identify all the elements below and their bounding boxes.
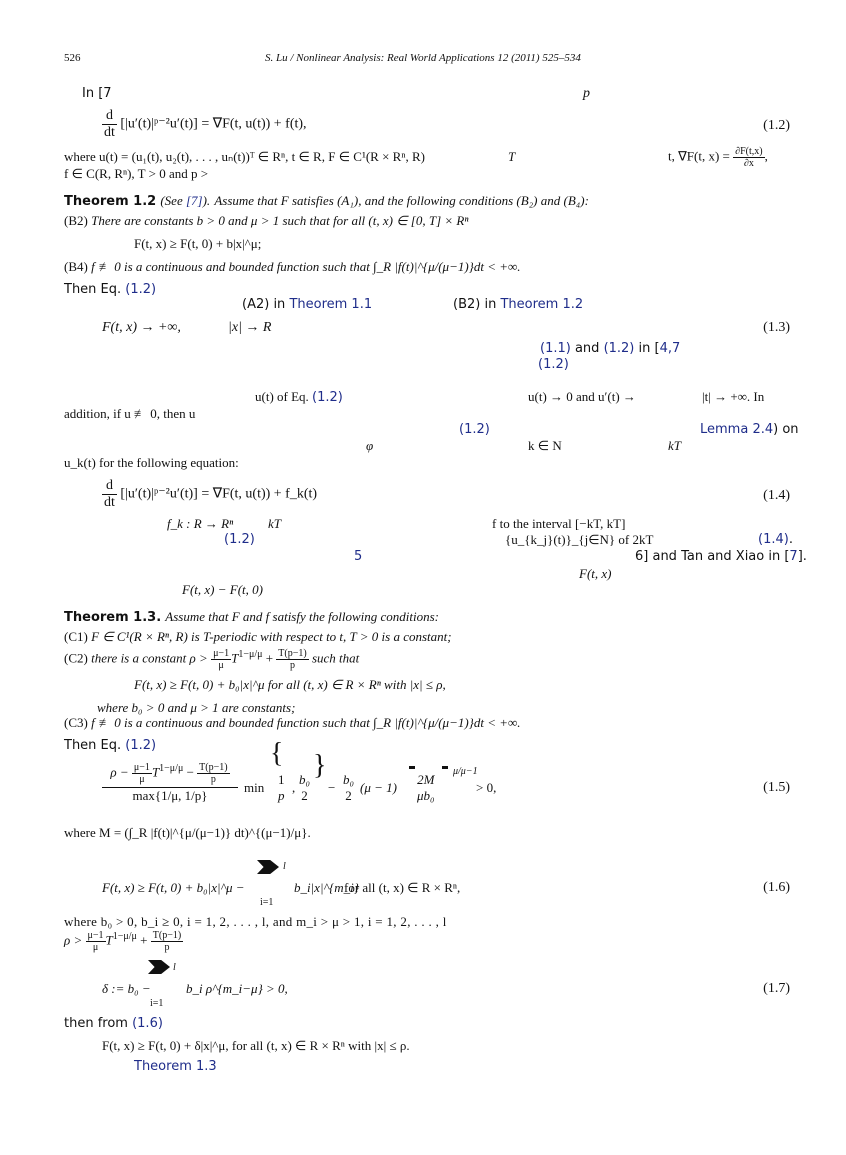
gradient-comma: , — [764, 148, 768, 164]
eq15-f2-num: T(p−1) — [199, 762, 228, 773]
gradient-frac-den: ∂x — [743, 158, 754, 169]
eq15-rho: ρ − — [110, 764, 129, 780]
eq15-p: p — [278, 788, 285, 803]
ref-4-7[interactable]: 4,7 — [659, 341, 681, 356]
eq16-tail: for all (t, x) ∈ R × Rⁿ, — [344, 880, 461, 895]
where-T: T — [508, 149, 516, 164]
eq15-b0-b: b₀ — [343, 772, 355, 787]
theorem-1-3-heading — [64, 609, 439, 625]
ref-6-text: 6] and Tan and Xiao in [ — [635, 549, 790, 564]
condition-b4-label: (B4) — [64, 259, 88, 274]
a2-text: (A2) in — [242, 297, 290, 312]
eq15-gt: > 0, — [476, 780, 497, 795]
condition-b4 — [64, 259, 521, 275]
phi-symbol: φ — [366, 438, 374, 453]
solution-tail: u(t) → 0 and u′(t) → — [528, 389, 636, 404]
theorem-1-2-cite-close: ). — [202, 193, 211, 208]
condition-c3-text: f ≢ 0 is a continuous and bounded function such that ∫_R |f(t)|^{μ/(μ−1)}dt < +∞. — [91, 715, 521, 730]
addition-line: addition, if u ≢ 0, then u — [64, 406, 196, 421]
deriv-d: d — [102, 108, 117, 125]
ref-1-1[interactable]: (1.1) — [540, 341, 571, 356]
condition-b4-text: f ≢ 0 is a continuous and bounded function such that ∫_R |f(t)|^{μ/(μ−1)}dt < +∞. — [91, 259, 521, 274]
eq15-bracket-left — [409, 766, 415, 769]
lemma-2-4-link[interactable]: Lemma 2.4 — [700, 422, 774, 437]
c2-exponent: 1−μ/μ — [238, 649, 263, 661]
solution-ref[interactable]: (1.2) — [312, 390, 343, 405]
eq15-mub0: μb₀ — [417, 788, 435, 803]
fk-interval: f to the interval [−kT, kT] — [492, 516, 626, 531]
eq15-2M: 2M — [417, 772, 435, 787]
equation-number-1-7: (1.7) — [763, 981, 790, 996]
eq15-b0: b₀ — [299, 772, 311, 787]
eq15-two-b: 2 — [345, 788, 352, 803]
sum-icon-1-6 — [257, 860, 279, 874]
then-eq-1-ref[interactable]: (1.2) — [125, 282, 157, 297]
condition-c2-post: such that — [311, 650, 360, 666]
eq15-exp: 1−μ/μ — [159, 763, 184, 775]
refs-line — [540, 341, 680, 356]
gradient-frac-num: ∂F(t,x) — [735, 146, 763, 157]
equation-number-1-2: (1.2) — [763, 118, 790, 133]
kT-symbol: kT — [668, 438, 681, 453]
equation-1-4-body: [|u′(t)|ᵖ⁻²u′(t)] = ∇F(t, u(t)) + f_k(t) — [120, 486, 318, 502]
equation-number-1-5: (1.5) — [763, 780, 790, 795]
eq15-bracket-right — [442, 766, 448, 769]
fk-map: f_k : R → Rⁿ — [167, 516, 234, 531]
c2-plus: + — [265, 650, 274, 666]
eq15-brace-left: { — [270, 738, 284, 769]
c2-T: T — [231, 650, 239, 666]
where-rho-f1-den: μ — [92, 942, 99, 953]
condition-c2-where: where b₀ > 0 and μ > 1 are constants; — [97, 700, 296, 715]
then-eq-1 — [64, 282, 156, 297]
a2-reference — [242, 297, 372, 312]
then-eq-1-text: Then Eq. — [64, 282, 126, 297]
eq15-minus: − — [186, 764, 194, 780]
eq15-mu-minus-1: (μ − 1) — [360, 780, 397, 795]
eq15-f1-num: μ−1 — [133, 762, 150, 773]
b2-text: (B2) in — [453, 297, 501, 312]
fk-Ftx: F(t, x) — [579, 566, 612, 581]
eq15-minus2: − — [328, 780, 336, 795]
theorem-1-2-cite[interactable]: [7] — [185, 193, 203, 208]
ref-1-2[interactable]: (1.2) — [603, 341, 635, 356]
eq15-b0-over-2-b — [343, 772, 354, 804]
condition-c1 — [64, 629, 452, 645]
page-number: 526 — [64, 52, 81, 64]
eq15-T: T — [151, 764, 160, 780]
running-title: S. Lu / Nonlinear Analysis: Real World Applications 12 (2011) 525–534 — [265, 52, 581, 64]
ref-7-close: ]. — [797, 549, 807, 564]
c2-frac1-num: μ−1 — [213, 648, 230, 659]
theorem-1-3-label: Theorem 1.3. — [64, 610, 162, 625]
fk-ref-1-4[interactable]: (1.4) — [758, 532, 789, 547]
where-line-2: f ∈ C(R, Rⁿ), T > 0 and p > — [64, 166, 209, 181]
theorem-1-2-label: Theorem 1.2 — [64, 194, 157, 209]
ref-1-2-b[interactable]: (1.2) — [538, 357, 569, 372]
c2-frac2-den: p — [290, 660, 295, 671]
equation-1-3-right: |x| → R — [228, 320, 272, 335]
fk-difference: F(t, x) − F(t, 0) — [182, 582, 263, 597]
eq14-dt: dt — [104, 495, 115, 510]
where-b: where b₀ > 0, b_i ≥ 0, i = 1, 2, . . . , l, and m_i > μ > 1, i = 1, 2, . . . , l — [64, 914, 447, 929]
condition-c3 — [64, 715, 521, 731]
eq15-numerator — [102, 762, 238, 788]
where-rho-f2-num: T(p−1) — [152, 930, 182, 941]
eq15-2M-over-mub0 — [417, 772, 435, 804]
intro-p: p — [583, 86, 590, 101]
eq15-two: 2 — [301, 788, 308, 803]
condition-c1-text: F ∈ C¹(R × Rⁿ, R) is T-periodic with respect to t, T > 0 is a constant; — [91, 629, 452, 644]
eq15-b0-over-2 — [299, 772, 310, 804]
theorem-1-2-link[interactable]: Theorem 1.2 — [500, 297, 584, 312]
condition-c1-label: (C1) — [64, 629, 88, 644]
then-from — [64, 1016, 163, 1031]
condition-b2-label: (B2) — [64, 213, 88, 228]
where-definition: where u(t) = (u₁(t), u₂(t), . . . , uₙ(t))ᵀ ∈ Rⁿ, t ∈ R, F ∈ C¹(R × Rⁿ, R) — [64, 149, 425, 164]
eq15-min: min — [244, 780, 265, 795]
theorem-1-2-cite-open: (See — [160, 193, 186, 208]
where-rho-T: T — [105, 932, 113, 948]
eq17-term: b_i ρ^{m_i−μ} > 0, — [186, 981, 288, 996]
equation-number-1-4: (1.4) — [763, 488, 790, 503]
fk-period: . — [788, 532, 793, 547]
final-inequality: F(t, x) ≥ F(t, 0) + δ|x|^μ, for all (t, x) ∈ R × Rⁿ with |x| ≤ ρ. — [102, 1038, 410, 1053]
eq15-brace-right: } — [313, 750, 327, 781]
k-in-N: k ∈ N — [528, 438, 562, 453]
where-rho-exp: 1−μ/μ — [112, 931, 137, 943]
lemma-2-4-line — [700, 422, 799, 437]
eq16-sum-bottom: i=1 — [260, 897, 274, 908]
equation-number-1-6: (1.6) — [763, 880, 790, 895]
ref-6-7-line — [635, 549, 807, 564]
then-eq-2-text: Then Eq. — [64, 738, 126, 753]
condition-c2-label: (C2) — [64, 650, 88, 666]
c2-frac1-den: μ — [218, 660, 224, 671]
intro-text: In [7 — [82, 86, 112, 101]
equation-1-2-body: [|u′(t)|ᵖ⁻²u′(t)] = ∇F(t, u(t)) + f(t), — [120, 116, 307, 132]
b2-reference — [453, 297, 583, 312]
eq15-one-over-p — [278, 772, 285, 804]
condition-b2 — [64, 213, 468, 229]
eq15-denominator: max{1/μ, 1/p} — [132, 788, 208, 803]
eq15-outer-exp: μ/μ−1 — [453, 766, 478, 777]
then-eq-2 — [64, 738, 156, 753]
then-from-text: then from — [64, 1016, 133, 1031]
where-rho-text: ρ > — [64, 932, 83, 948]
fk-ref-1-4-line — [758, 532, 793, 547]
deriv-dt: dt — [104, 125, 115, 140]
equation-1-4 — [102, 478, 317, 511]
then-eq-2-ref[interactable]: (1.2) — [125, 738, 157, 753]
eq17-lhs: δ := b₀ − — [102, 981, 151, 996]
where-rho-f2-den: p — [164, 942, 170, 953]
fk-subsequence: {u_{k_j}(t)}_{j∈N} of 2kT — [505, 532, 654, 547]
eq17-sum-bottom: i=1 — [150, 998, 164, 1009]
gradient-text: t, ∇F(t, x) = — [668, 148, 730, 164]
ref-5[interactable]: 5 — [354, 549, 363, 564]
theorem-1-1-link[interactable]: Theorem 1.1 — [289, 297, 373, 312]
where-M: where M = (∫_R |f(t)|^{μ/(μ−1)} dt)^{(μ−1)/μ}. — [64, 825, 311, 840]
equation-1-5-fraction — [102, 762, 238, 804]
condition-b2-inequality: F(t, x) ≥ F(t, 0) + b|x|^μ; — [134, 236, 262, 251]
condition-c2-inequality: F(t, x) ≥ F(t, 0) + b₀|x|^μ for all (t, x) ∈ R × Rⁿ with |x| ≤ ρ, — [134, 677, 446, 692]
ref-7[interactable]: 7 — [789, 549, 798, 564]
condition-c3-label: (C3) — [64, 715, 88, 730]
where-rho-f1-num: μ−1 — [87, 930, 104, 941]
refs-in: in [ — [634, 341, 660, 356]
condition-b2-text: There are constants b > 0 and μ > 1 such that for all (t, x) ∈ [0, T] × Rⁿ — [91, 213, 469, 228]
solution-u-of: u(t) of Eq. — [255, 389, 313, 404]
lemma-on: ) on — [773, 422, 799, 437]
where-rho — [64, 930, 183, 953]
theorem-1-2-statement: Assume that F satisfies (A₁), and the following conditions (B₂) and (B₄): — [214, 193, 589, 208]
equation-number-1-3: (1.3) — [763, 320, 790, 335]
lemma-ref-1-2[interactable]: (1.2) — [459, 422, 490, 437]
equation-1-2 — [102, 108, 307, 141]
fk-ref-1-2[interactable]: (1.2) — [224, 532, 255, 547]
uk-line: u_k(t) for the following equation: — [64, 455, 239, 470]
sum-icon-1-7 — [148, 960, 170, 974]
eq15-f2-den: p — [210, 774, 216, 785]
eq15-f1-den: μ — [139, 774, 145, 785]
eq15-one: 1 — [278, 772, 285, 787]
condition-c2-pre: there is a constant ρ > — [91, 650, 208, 666]
solution-line — [255, 389, 343, 405]
c2-frac2-num: T(p−1) — [278, 648, 307, 659]
then-from-ref[interactable]: (1.6) — [132, 1016, 163, 1031]
fk-kT: kT — [268, 516, 281, 531]
eq16-sum-top: l — [283, 861, 286, 872]
eq16-term: b_i|x|^{m_i} — [294, 880, 359, 895]
where-rho-plus: + — [140, 932, 148, 948]
condition-c2 — [64, 648, 359, 671]
solution-tail-2: |t| → +∞. In — [702, 389, 765, 404]
refs-and: and — [570, 341, 604, 356]
eq17-sum-top: l — [173, 962, 176, 973]
where-gradient — [668, 146, 768, 169]
eq15-comma: , — [292, 780, 296, 795]
theorem-1-2-heading — [64, 193, 589, 209]
eq14-d: d — [102, 478, 117, 495]
theorem-1-3-link[interactable]: Theorem 1.3 — [134, 1059, 217, 1074]
equation-1-3-left: F(t, x) → +∞, — [102, 320, 181, 335]
theorem-1-3-statement: Assume that F and f satisfy the following conditions: — [165, 609, 439, 624]
eq16-lhs: F(t, x) ≥ F(t, 0) + b₀|x|^μ − — [102, 880, 245, 895]
